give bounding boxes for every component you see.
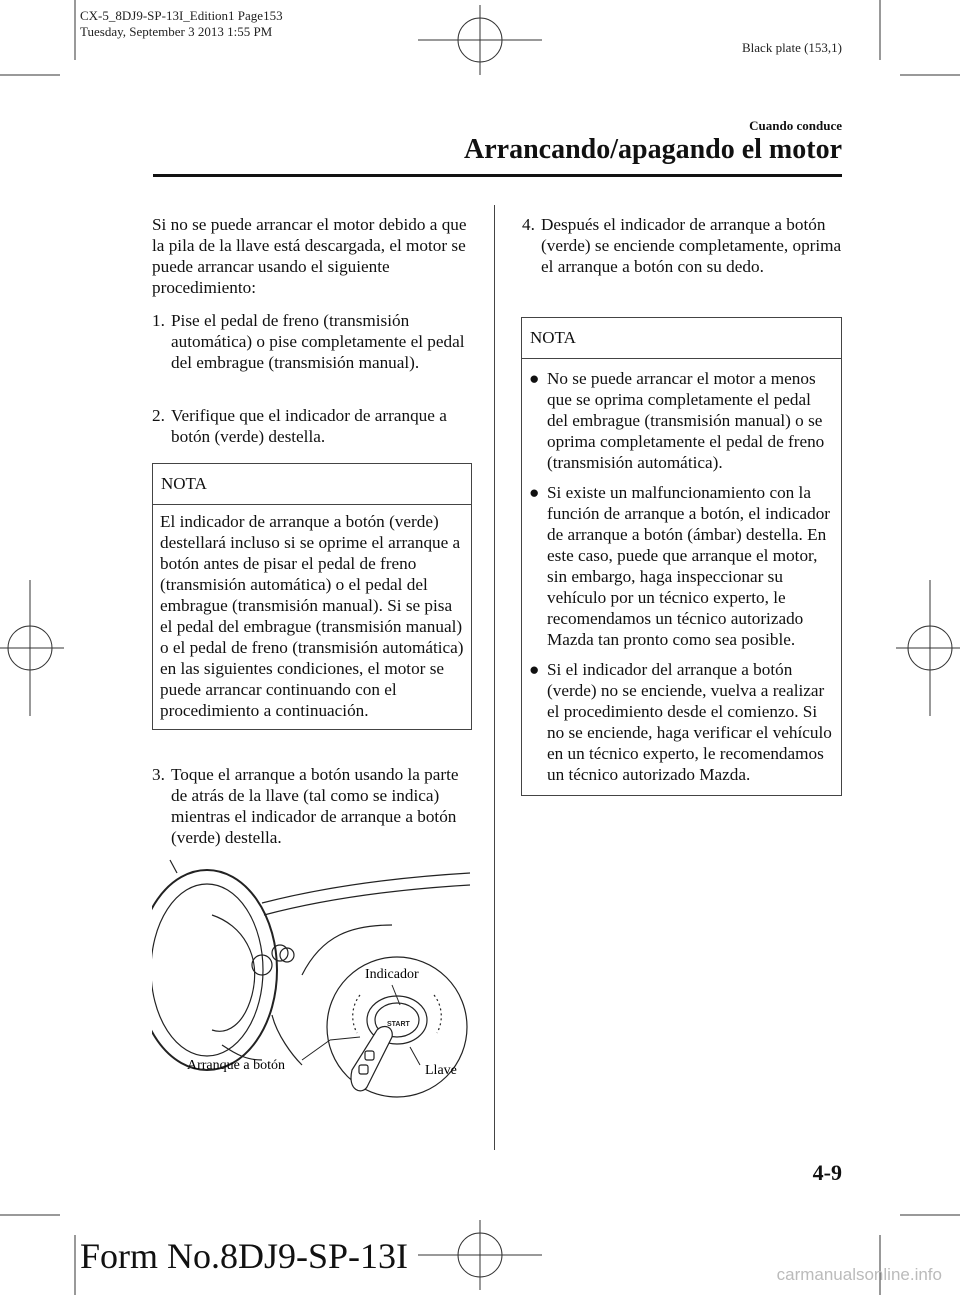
note-heading-right: NOTA xyxy=(522,318,841,359)
note-text-left: El indicador de arranque a botón (verde) destellará incluso si se oprime el arranque a botón antes de pisar el pedal de freno (transmisión automática) o el pedal del embrague (transmisión manual). Si se pisa el pedal del embrague (transmisión manual) o el pedal de freno (transmisión automática) en las siguientes condiciones, el motor se puede arrancar continuando con el procedimiento a continuación. xyxy=(160,512,464,720)
note-bullet-text: No se puede arrancar el motor a menos que se oprima completamente el pedal del embrague (transmisión manual) o se oprima completamente el pedal de freno (transmisión automática). xyxy=(547,369,825,472)
watermark: carmanualsonline.info xyxy=(776,1265,942,1284)
column-divider xyxy=(494,205,495,1150)
start-button-text: START xyxy=(387,1021,410,1028)
step-2 xyxy=(152,405,472,447)
print-date-line: Tuesday, September 3 2013 1:55 PM xyxy=(80,24,273,39)
push-button-start-illustration xyxy=(152,855,472,1105)
step-4-text: Después el indicador de arranque a botón (verde) se enciende completamente, oprima el arranque a botón con su dedo. xyxy=(541,215,842,276)
bullet-dot: ● xyxy=(529,483,540,502)
step-2-number: 2. xyxy=(152,406,165,425)
title-rule xyxy=(153,174,842,177)
label-llave: Llave xyxy=(425,1063,457,1078)
step-1-text: Pise el pedal de freno (transmisión automática) o pise completamente el pedal del embrague (transmisión manual). xyxy=(171,311,465,372)
page-number: 4-9 xyxy=(812,1160,842,1185)
step-3-number: 3. xyxy=(152,765,165,784)
note-box-right xyxy=(521,317,842,796)
note-bullet xyxy=(529,659,835,785)
step-3 xyxy=(152,764,472,848)
note-box-left xyxy=(152,463,472,730)
step-4-number: 4. xyxy=(522,215,535,234)
note-heading-left: NOTA xyxy=(153,464,471,505)
section-title: Arrancando/apagando el motor xyxy=(464,134,842,165)
step-4 xyxy=(522,214,842,277)
step-1 xyxy=(152,310,472,373)
step-2-text: Verifique que el indicador de arranque a botón (verde) destella. xyxy=(171,406,447,446)
label-arranque-boton: Arranque a botón xyxy=(187,1058,285,1073)
step-3-text: Toque el arranque a botón usando la parte de atrás de la llave (tal como se indica) mientras el indicador de arranque a botón (verde) destella. xyxy=(171,765,459,847)
note-bullets xyxy=(522,359,841,795)
note-bullet-text: Si existe un malfuncionamiento con la función de arranque a botón, el indicador de arranque a botón (ámbar) destella. En este caso, puede que arranque el motor, sin embargo, haga inspeccionar su vehículo por un técnico experto, le recomendamos un técnico autorizado Mazda tan pronto como sea posible. xyxy=(547,483,831,649)
print-file-line: CX-5_8DJ9-SP-13I_Edition1 Page153 xyxy=(80,8,283,23)
note-bullet xyxy=(529,482,835,650)
bullet-dot: ● xyxy=(529,660,540,679)
step-1-number: 1. xyxy=(152,311,165,330)
intro-paragraph: Si no se puede arrancar el motor debido a que la pila de la llave está descargada, el motor se puede arrancar usando el siguiente procedimiento: xyxy=(152,215,467,297)
print-info xyxy=(80,8,283,40)
label-indicador: Indicador xyxy=(365,967,419,982)
note-bullet xyxy=(529,368,835,473)
plate-label: Black plate (153,1) xyxy=(742,40,842,55)
chapter-label: Cuando conduce xyxy=(749,118,842,133)
note-bullet-text: Si el indicador del arranque a botón (verde) no se enciende, vuelva a realizar el procedimiento desde el comienzo. Si no se enciende, haga verificar el vehículo en un técnico experto, le recomendamos un técnico autorizado Mazda. xyxy=(547,660,832,784)
form-number: Form No.8DJ9-SP-13I xyxy=(80,1236,409,1276)
bullet-dot: ● xyxy=(529,369,540,388)
